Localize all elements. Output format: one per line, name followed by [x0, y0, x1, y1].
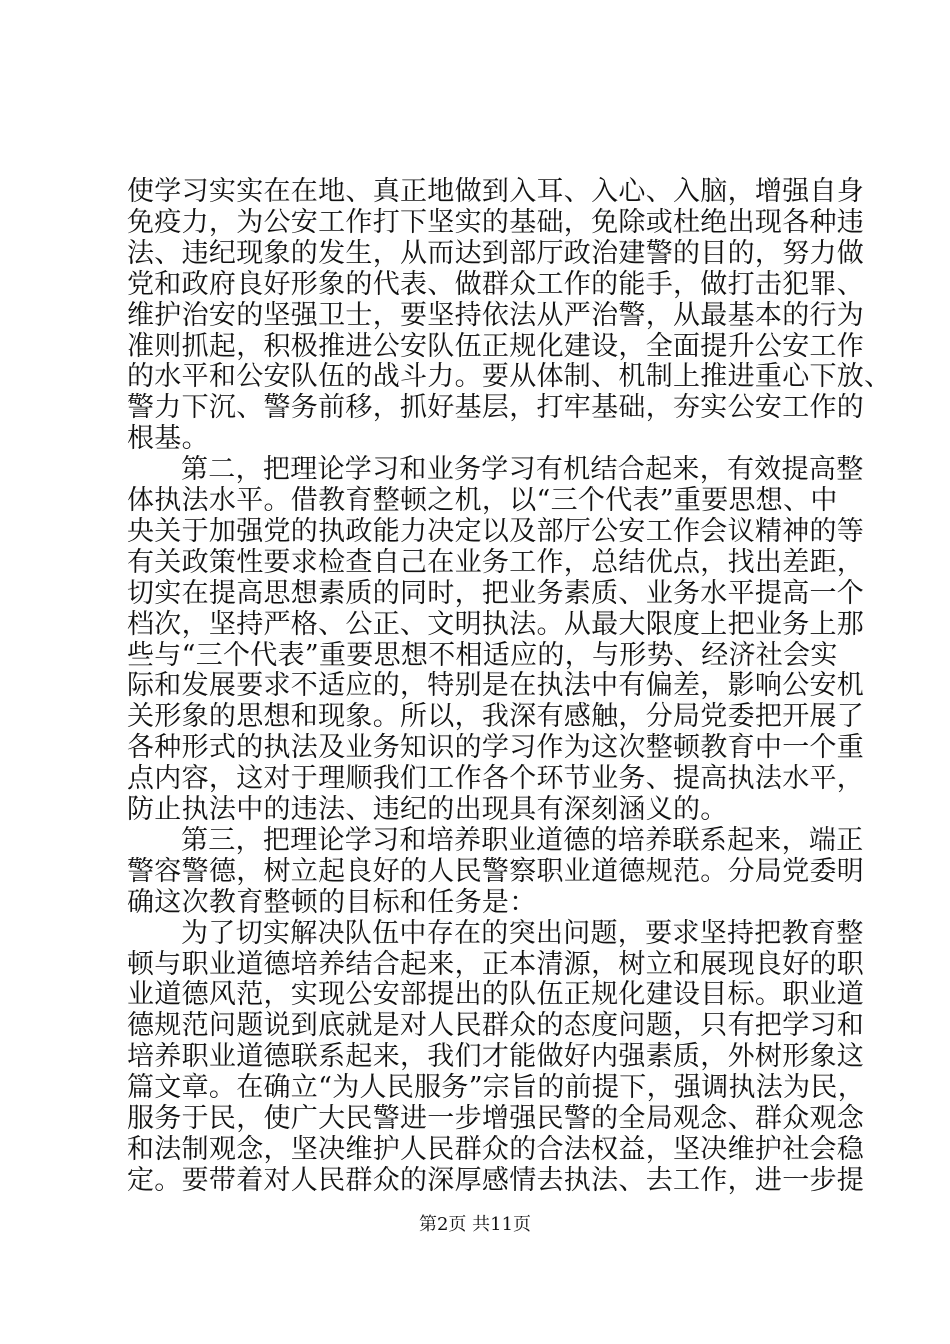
- text-line: 档次，坚持严格、公正、文明执法。从最大限度上把业务上那: [127, 608, 865, 640]
- text-line: 使学习实实在在地、真正地做到入耳、入心、入脑，增强自身: [127, 176, 865, 207]
- text-line: 定。要带着对人民群众的深厚感情去执法、去工作，进一步提: [127, 1164, 865, 1196]
- paragraph-first-line: 第三，把理论学习和培养职业道德的培养联系起来，端正: [181, 824, 864, 856]
- text-line: 点内容，这对于理顺我们工作各个环节业务、提高执法水平，: [127, 763, 865, 795]
- text-line: 有关政策性要求检查自己在业务工作，总结优点，找出差距，: [127, 546, 865, 578]
- text-line: 警力下沉、警务前移，抓好基层，打牢基础，夯实公安工作的: [127, 392, 865, 424]
- text-line: 顿与职业道德培养结合起来，正本清源，树立和展现良好的职: [127, 948, 865, 980]
- text-line: 根基。: [127, 423, 209, 455]
- text-line: 警容警德，树立起良好的人民警察职业道德规范。分局党委明: [127, 855, 865, 887]
- text-line: 体执法水平。借教育整顿之机，以“三个代表”重要思想、中: [127, 485, 838, 516]
- text-line: 的水平和公安队伍的战斗力。要从体制、机制上推进重心下放、: [127, 361, 892, 393]
- text-line: 际和发展要求不适应的，特别是在执法中有偏差，影响公安机: [127, 670, 865, 702]
- text-line: 防止执法中的违法、违纪的出现具有深刻涵义的。: [127, 794, 728, 825]
- paragraph-first-line: 第二，把理论学习和业务学习有机结合起来，有效提高整: [181, 454, 864, 486]
- text-line: 准则抓起，积极推进公安队伍正规化建设，全面提升公安工作: [127, 330, 865, 362]
- text-line: 切实在提高思想素质的同时，把业务素质、业务水平提高一个: [127, 577, 865, 609]
- paragraph-first-line: 为了切实解决队伍中存在的突出问题，要求坚持把教育整: [181, 917, 864, 949]
- text-line: 确这次教育整顿的目标和任务是：: [127, 886, 537, 918]
- text-line: 各种形式的执法及业务知识的学习作为这次整顿教育中一个重: [127, 732, 865, 764]
- text-line: 服务于民，使广大民警进一步增强民警的全局观念、群众观念: [127, 1103, 865, 1134]
- text-line: 法、违纪现象的发生，从而达到部厅政治建警的目的，努力做: [127, 237, 865, 269]
- text-line: 业道德风范，实现公安部提出的队伍正规化建设目标。职业道: [127, 979, 865, 1011]
- text-line: 关形象的思想和现象。所以，我深有感触，分局党委把开展了: [127, 701, 865, 733]
- text-line: 央关于加强党的执政能力决定以及部厅公安工作会议精神的等: [127, 515, 865, 547]
- text-line: 培养职业道德联系起来，我们才能做好内强素质，外树形象这: [127, 1041, 865, 1073]
- text-line: 些与“三个代表”重要思想不相适应的，与形势、经济社会实: [127, 639, 838, 671]
- text-line: 党和政府良好形象的代表、做群众工作的能手，做打击犯罪、: [127, 268, 865, 300]
- text-line: 和法制观念，坚决维护人民群众的合法权益，坚决维护社会稳: [127, 1133, 865, 1165]
- text-line: 篇文章。在确立“为人民服务”宗旨的前提下，强调执法为民，: [127, 1072, 866, 1104]
- page-number-footer: 第2页 共11页: [418, 1214, 532, 1235]
- text-line: 维护治安的坚强卫士，要坚持依法从严治警，从最基本的行为: [127, 299, 865, 331]
- text-line: 免疫力，为公安工作打下坚实的基础，免除或杜绝出现各种违: [127, 206, 865, 238]
- text-line: 德规范问题说到底就是对人民群众的态度问题，只有把学习和: [127, 1010, 865, 1042]
